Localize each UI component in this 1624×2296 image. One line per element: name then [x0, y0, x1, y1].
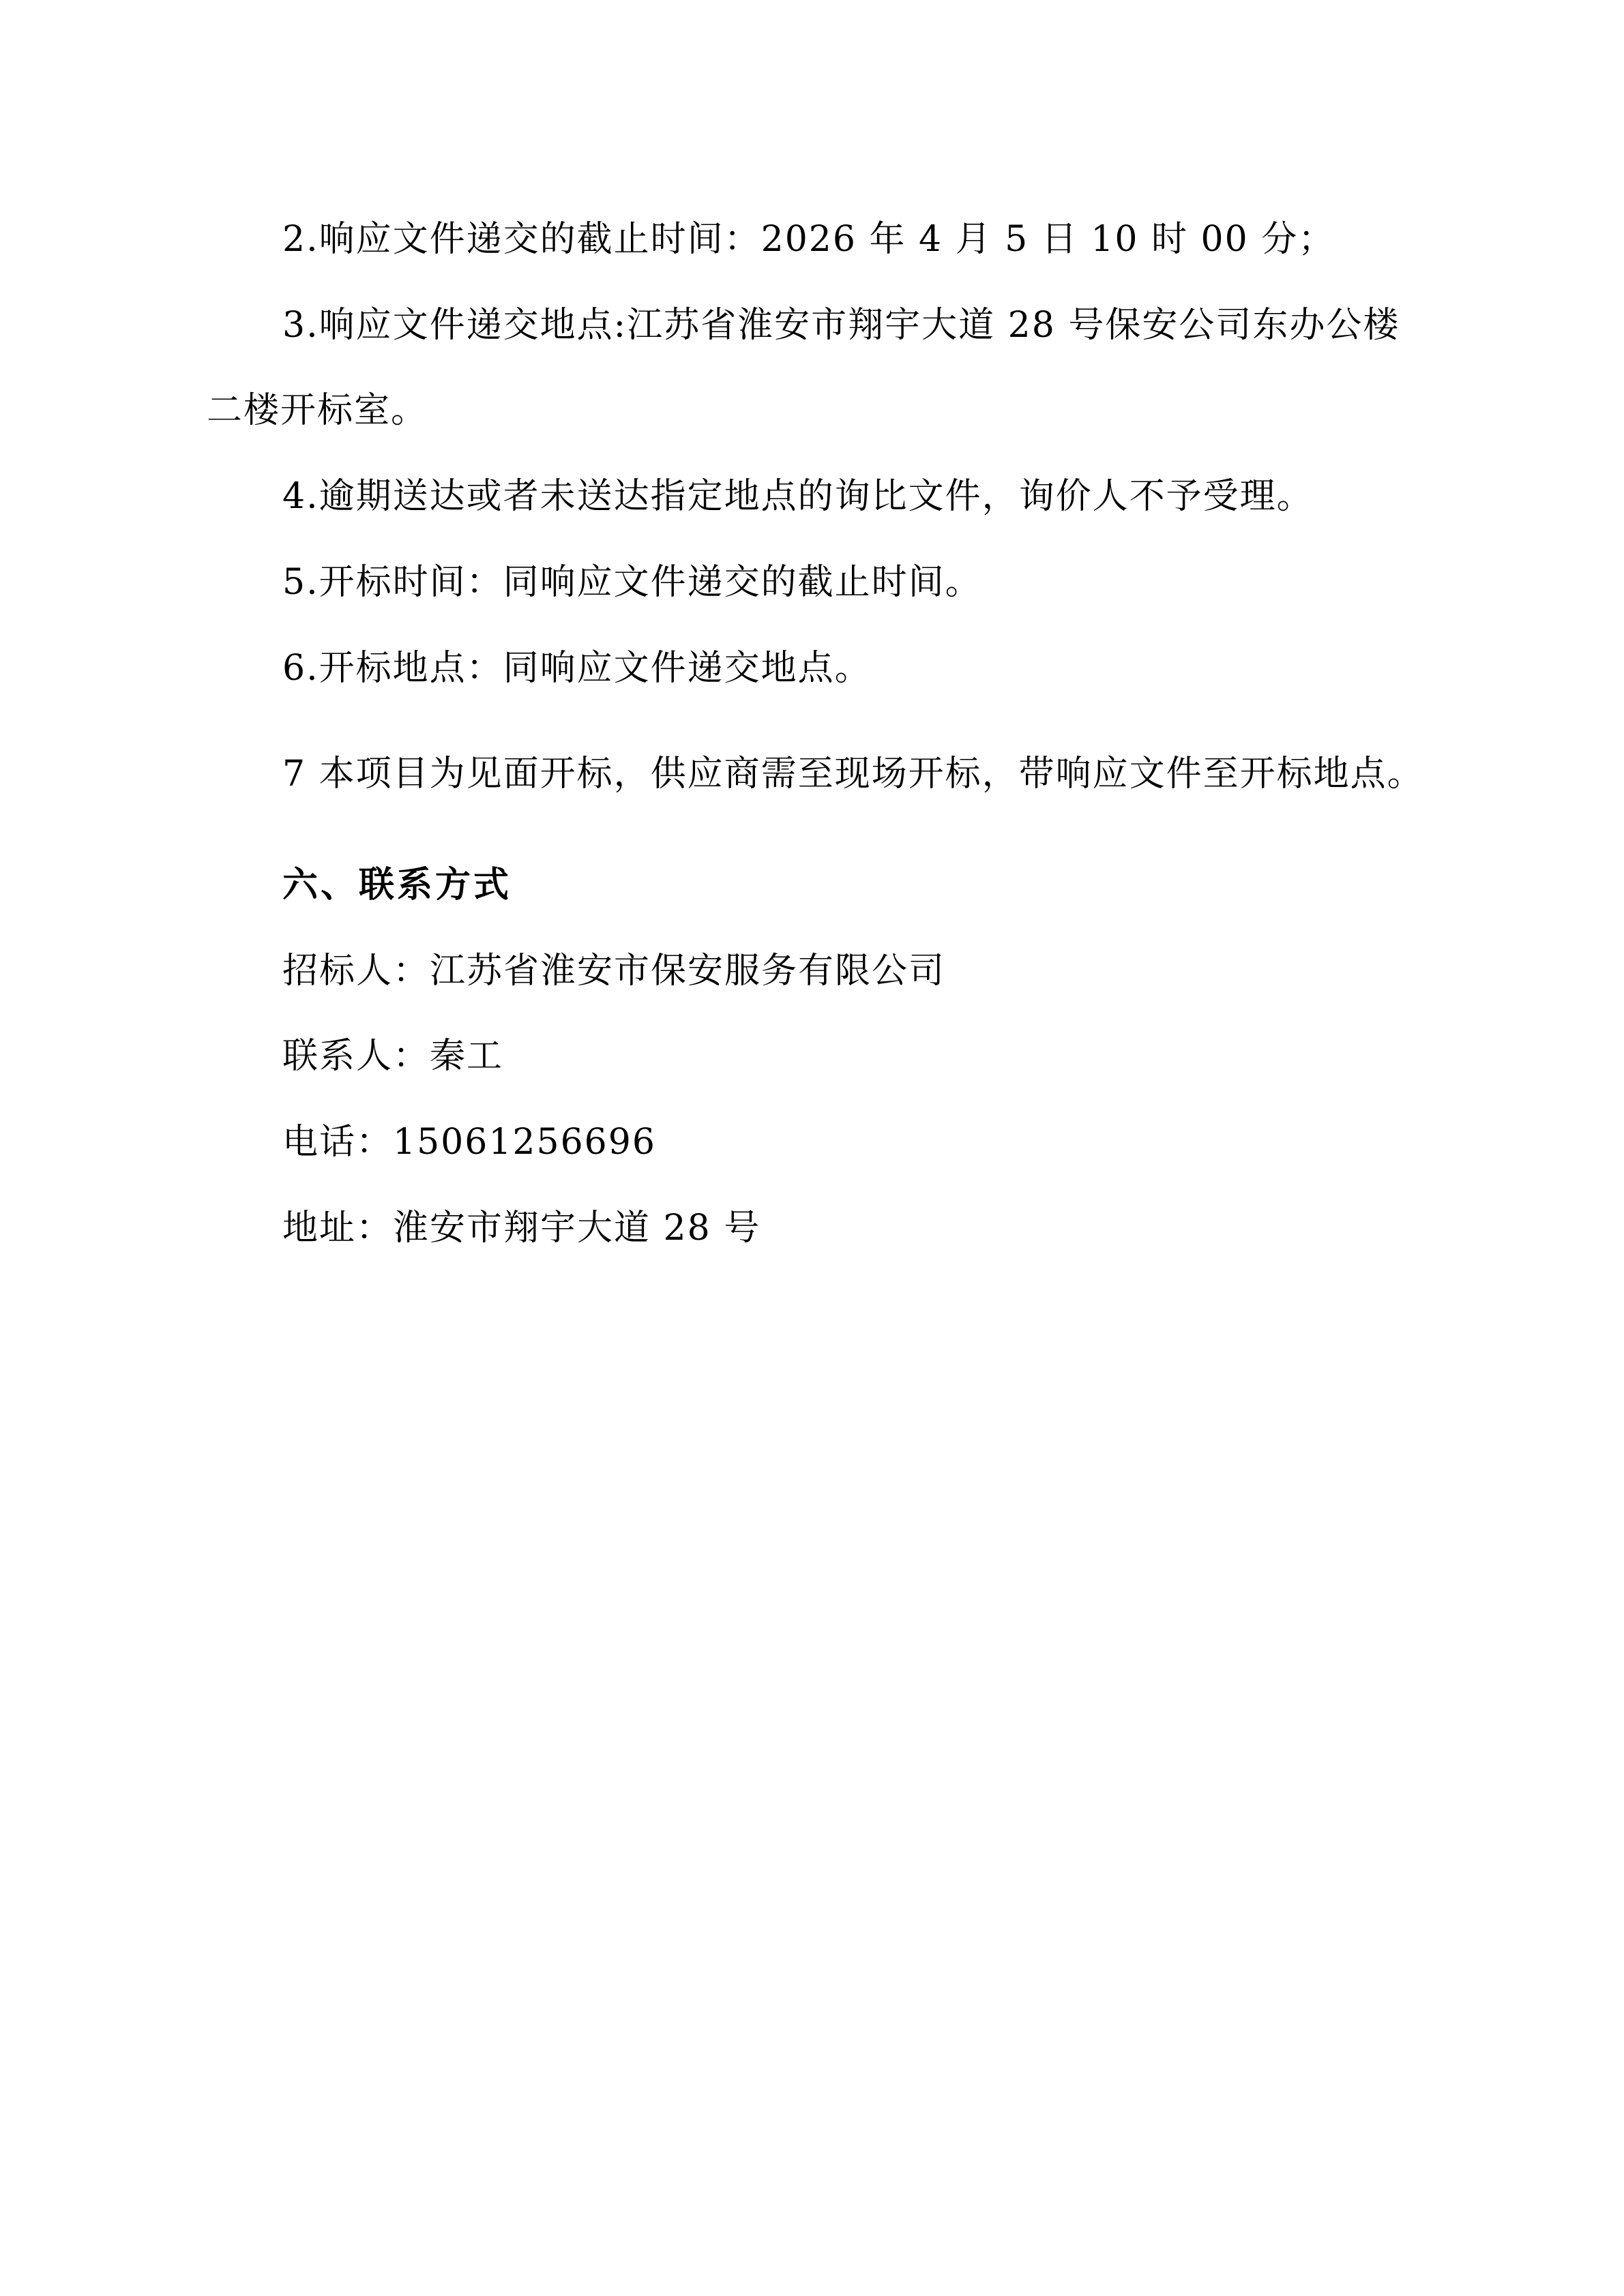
contact-heading: 六、联系方式 [282, 865, 512, 906]
submission-location-continuation: 二楼开标室。 [207, 390, 428, 431]
tenderer-line: 招标人：江苏省淮安市保安服务有限公司 [282, 951, 946, 992]
in-person-opening-line: 7 本项目为见面开标，供应商需至现场开标，带响应文件至开标地点。 [282, 754, 1424, 794]
opening-time-line: 5.开标时间：同响应文件递交的截止时间。 [282, 562, 982, 603]
contact-person-line: 联系人：秦工 [282, 1036, 504, 1077]
address-line: 地址：淮安市翔宇大道 28 号 [282, 1208, 761, 1249]
late-submission-line: 4.逾期送达或者未送达指定地点的询比文件，询价人不予受理。 [282, 476, 1314, 517]
deadline-line: 2.响应文件递交的截止时间：2026 年 4 月 5 日 10 时 00 分； [282, 219, 1335, 260]
opening-location-line: 6.开标地点：同响应文件递交地点。 [282, 648, 872, 689]
submission-location-line: 3.响应文件递交地点:江苏省淮安市翔宇大道 28 号保安公司东办公楼 [282, 305, 1400, 346]
phone-line: 电话：15061256696 [282, 1122, 656, 1163]
